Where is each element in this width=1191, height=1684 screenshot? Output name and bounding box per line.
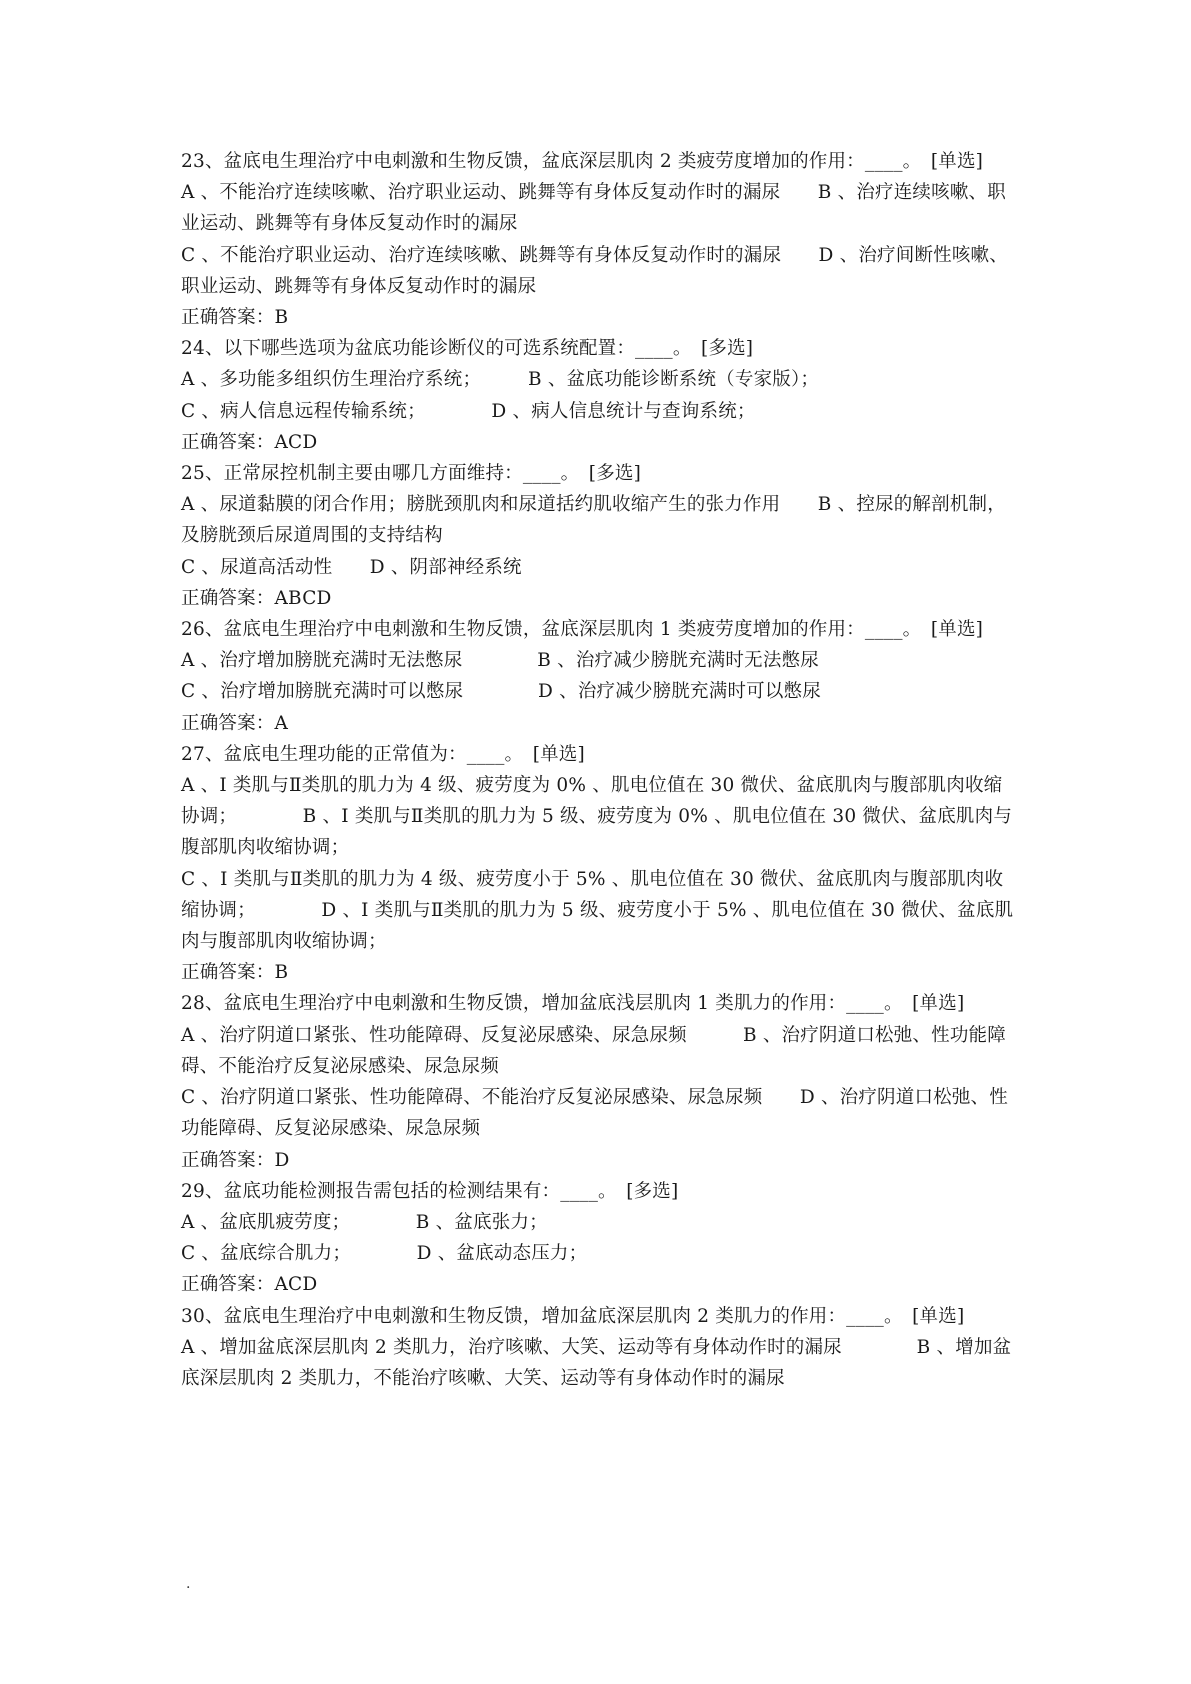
- answer-line: 正确答案：ABCD: [181, 587, 332, 609]
- answer-line: 正确答案：B: [181, 307, 289, 329]
- question-stem: 26、盆底电生理治疗中电刺激和生物反馈，盆底深层肌肉 1 类疲劳度增加的作用：____。 [单选]: [181, 619, 984, 641]
- question-25: [181, 458, 1017, 614]
- option-line: C 、治疗阴道口紧张、性功能障碍、不能治疗反复泌尿感染、尿急尿频 D 、治疗阴道口松弛、性功能障碍、反复泌尿感染、尿急尿频: [181, 1087, 1008, 1140]
- question-26: [181, 614, 1017, 739]
- option-line: A 、治疗阴道口紧张、性功能障碍、反复泌尿感染、尿急尿频 B 、治疗阴道口松弛、性功能障碍、不能治疗反复泌尿感染、尿急尿频: [181, 1024, 1006, 1077]
- question-23: [181, 146, 1017, 333]
- option-line: C 、盆底综合肌力； D 、盆底动态压力；: [181, 1243, 588, 1265]
- option-line: A 、尿道黏膜的闭合作用；膀胱颈肌肉和尿道括约肌收缩产生的张力作用 B 、控尿的解剖机制，及膀胱颈后尿道周围的支持结构: [181, 494, 1006, 547]
- question-type-tag: [单选]: [930, 619, 984, 641]
- option-line: C 、不能治疗职业运动、治疗连续咳嗽、跳舞等有身体反复动作时的漏尿 D 、治疗间断性咳嗽、职业运动、跳舞等有身体反复动作时的漏尿: [181, 244, 1008, 297]
- question-stem: 27、盆底电生理功能的正常值为：____。 [单选]: [181, 743, 585, 765]
- answer-line: 正确答案：B: [181, 962, 289, 984]
- question-29: [181, 1176, 1017, 1301]
- question-27: [181, 739, 1017, 989]
- question-stem: 28、盆底电生理治疗中电刺激和生物反馈，增加盆底浅层肌肉 1 类肌力的作用：____。 [单选]: [181, 993, 965, 1015]
- question-stem: 30、盆底电生理治疗中电刺激和生物反馈，增加盆底深层肌肉 2 类肌力的作用：____。 [单选]: [181, 1305, 965, 1327]
- option-line: C 、病人信息远程传输系统； D 、病人信息统计与查询系统；: [181, 400, 756, 422]
- answer-line: 正确答案：ACD: [181, 431, 318, 453]
- option-line: A 、盆底肌疲劳度； B 、盆底张力；: [181, 1211, 548, 1233]
- question-stem: 25、正常尿控机制主要由哪几方面维持：____。 [多选]: [181, 463, 642, 485]
- option-line: A 、I 类肌与Ⅱ类肌的肌力为 4 级、疲劳度为 0% 、肌电位值在 30 微伏、盆底肌肉与腹部肌肉收缩协调； B 、I 类肌与Ⅱ类肌的肌力为 5 级、疲劳度为 0% 、肌电位值在 30 微伏、盆底肌肉与腹部肌肉收缩协调；: [181, 775, 1013, 859]
- option-line: C 、治疗增加膀胱充满时可以憋尿 D 、治疗减少膀胱充满时可以憋尿: [181, 681, 821, 703]
- question-type-tag: [单选]: [912, 993, 965, 1015]
- question-stem: 23、盆底电生理治疗中电刺激和生物反馈，盆底深层肌肉 2 类疲劳度增加的作用：____。 [单选]: [181, 151, 984, 172]
- option-line: A 、增加盆底深层肌肉 2 类肌力，治疗咳嗽、大笑、运动等有身体动作时的漏尿 B 、增加盆底深层肌肉 2 类肌力，不能治疗咳嗽、大笑、运动等有身体动作时的漏尿: [181, 1336, 1012, 1389]
- option-line: A 、治疗增加膀胱充满时无法憋尿 B 、治疗减少膀胱充满时无法憋尿: [181, 650, 819, 672]
- answer-line: 正确答案：ACD: [181, 1274, 318, 1296]
- answer-line: 正确答案：A: [181, 712, 289, 734]
- page-footer-mark: .: [186, 1576, 191, 1592]
- question-24: [181, 333, 1017, 458]
- question-type-tag: [单选]: [912, 1305, 965, 1327]
- question-list: [181, 146, 1017, 1394]
- answer-line: 正确答案：D: [181, 1149, 290, 1171]
- question-30: [181, 1301, 1017, 1395]
- question-stem: 24、以下哪些选项为盆底功能诊断仪的可选系统配置：____。 [多选]: [181, 338, 754, 360]
- option-line: A 、多功能多组织仿生理治疗系统； B 、盆底功能诊断系统（专家版）；: [181, 369, 820, 391]
- option-line: C 、尿道高活动性 D 、阴部神经系统: [181, 556, 522, 578]
- option-line: C 、I 类肌与Ⅱ类肌的肌力为 4 级、疲劳度小于 5% 、肌电位值在 30 微伏、盆底肌肉与腹部肌肉收缩协调； D 、I 类肌与Ⅱ类肌的肌力为 5 级、疲劳度小于 5% 、肌电位值在 30 微伏、盆底肌肉与腹部肌肉收缩协调；: [181, 868, 1014, 953]
- question-stem: 29、盆底功能检测报告需包括的检测结果有：____。 [多选]: [181, 1180, 679, 1202]
- question-type-tag: [单选]: [930, 151, 984, 172]
- question-28: [181, 988, 1017, 1175]
- option-line: A 、不能治疗连续咳嗽、治疗职业运动、跳舞等有身体反复动作时的漏尿 B 、治疗连续咳嗽、职业运动、跳舞等有身体反复动作时的漏尿: [181, 182, 1006, 235]
